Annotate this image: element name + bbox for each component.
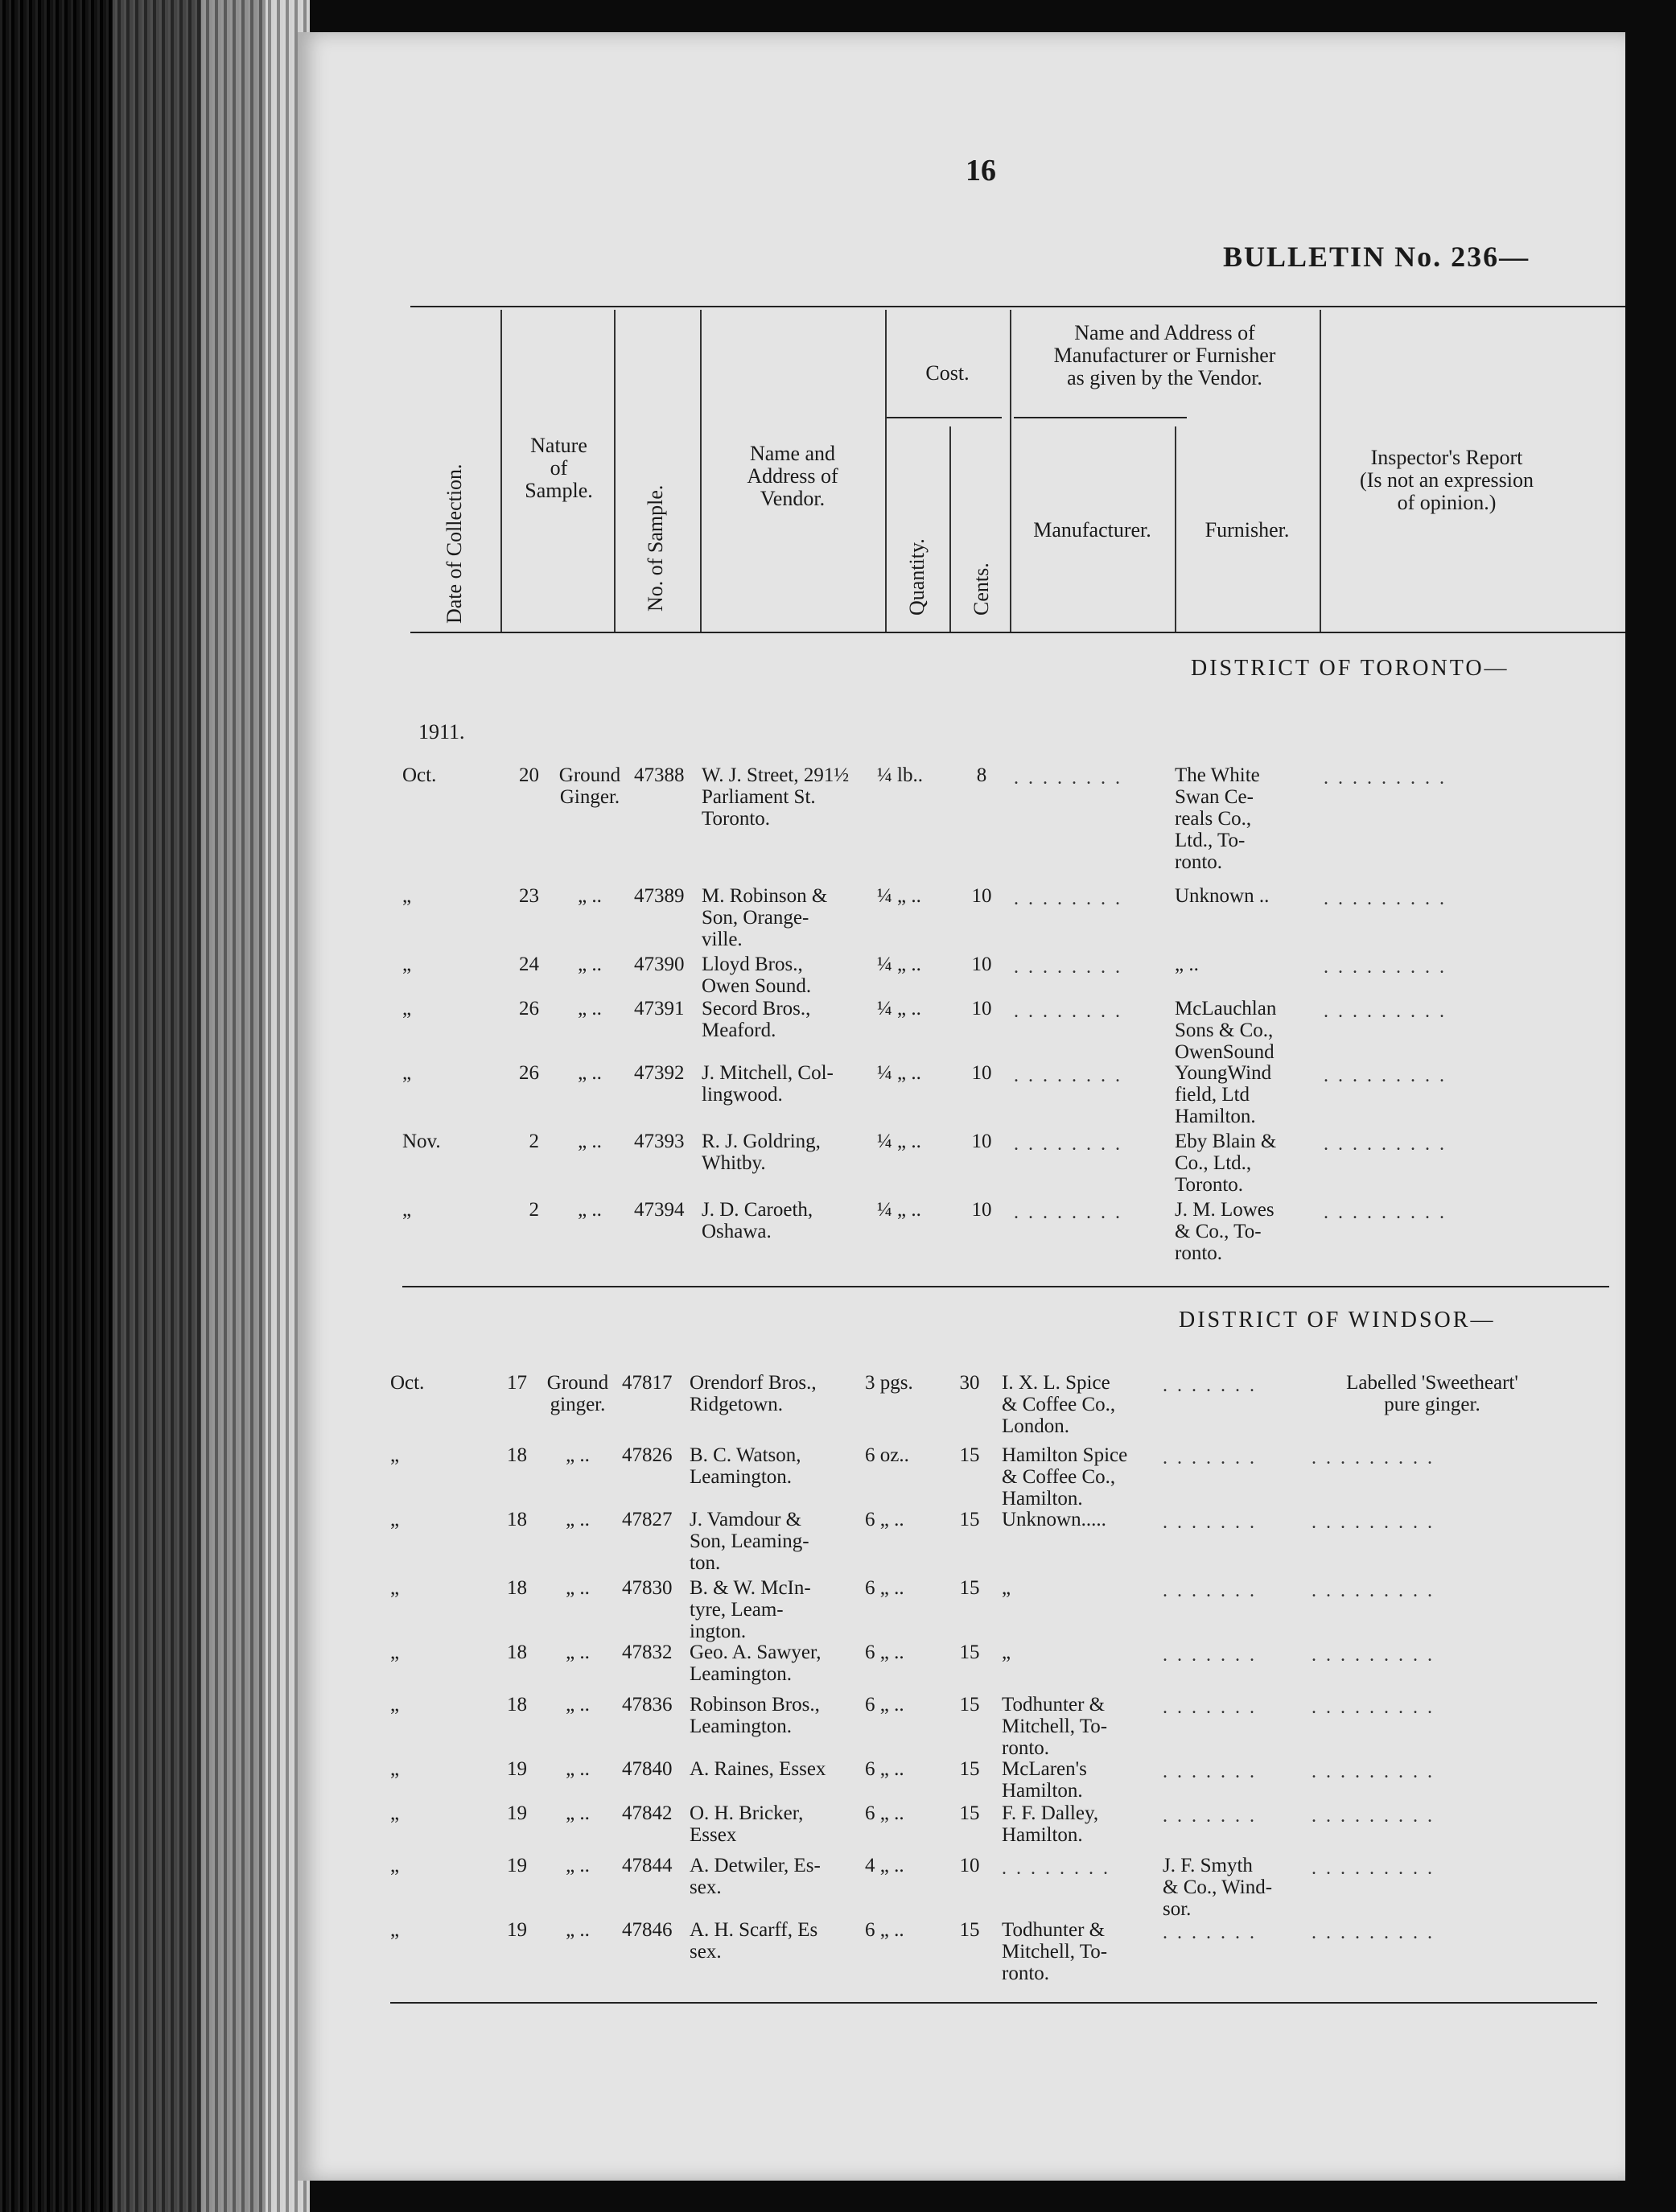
leader-dots: . . . . . . . . .	[1324, 768, 1447, 789]
cell-month: „	[402, 954, 412, 975]
cell-qty: ¼ lb..	[877, 764, 923, 786]
cell-nature: „ ..	[578, 1131, 602, 1152]
cell-cents: 15	[959, 1758, 980, 1780]
cell-no: 47394	[634, 1199, 685, 1221]
cell-no: 47836	[622, 1694, 673, 1716]
cell-vendor: A. Raines, Essex	[690, 1758, 826, 1780]
cell-nature: „ ..	[566, 1641, 590, 1663]
table-bottom-rule	[390, 2002, 1597, 2004]
cell-day: 19	[507, 1802, 527, 1824]
cell-day: 23	[519, 885, 539, 907]
district-separator-rule	[402, 1286, 1609, 1287]
cell-nature: „ ..	[578, 885, 602, 907]
leader-dots: . . . . . . .	[1163, 1697, 1257, 1718]
cell-vendor: Geo. A. Sawyer, Leamington.	[690, 1641, 822, 1685]
cell-day: 18	[507, 1577, 527, 1599]
leader-dots: . . . . . . . . .	[1324, 888, 1447, 909]
leader-dots: . . . . . . . .	[1014, 768, 1122, 789]
year-label: 1911.	[418, 720, 465, 744]
cell-cents: 10	[971, 885, 992, 907]
cell-day: 26	[519, 1062, 539, 1084]
cell-report: Labelled 'Sweetheart' pure ginger.	[1346, 1372, 1518, 1415]
cell-furnisher: J. M. Lowes & Co., To- ronto.	[1175, 1199, 1275, 1264]
cell-nature: Ground Ginger.	[558, 764, 621, 808]
cell-no: 47389	[634, 885, 685, 907]
page-number: 16	[966, 154, 996, 187]
cell-furnisher: Unknown ..	[1175, 885, 1270, 907]
cell-nature: „ ..	[566, 1758, 590, 1780]
cell-no: 47840	[622, 1758, 673, 1780]
cell-month: Nov.	[402, 1131, 441, 1152]
leader-dots: . . . . . . . . .	[1312, 1645, 1435, 1666]
cell-day: 26	[519, 998, 539, 1019]
cell-vendor: Robinson Bros., Leamington.	[690, 1694, 820, 1737]
cell-vendor: J. D. Caroeth, Oshawa.	[702, 1199, 813, 1242]
cell-nature: „ ..	[578, 998, 602, 1019]
leader-dots: . . . . . . . .	[1014, 1202, 1122, 1223]
cell-day: 20	[519, 764, 539, 786]
cell-manufacturer: McLaren's Hamilton.	[1002, 1758, 1087, 1802]
leader-dots: . . . . . . . . .	[1324, 1134, 1447, 1155]
cell-month: „	[390, 1855, 400, 1876]
cell-vendor: R. J. Goldring, Whitby.	[702, 1131, 821, 1174]
cell-manufacturer: F. F. Dalley, Hamilton.	[1002, 1802, 1099, 1846]
cell-no: 47817	[622, 1372, 673, 1394]
cell-qty: ¼ „ ..	[877, 998, 921, 1019]
cell-cents: 15	[959, 1577, 980, 1599]
cell-manufacturer: I. X. L. Spice & Coffee Co., London.	[1002, 1372, 1116, 1437]
cell-no: 47844	[622, 1855, 673, 1876]
cell-day: 17	[507, 1372, 527, 1394]
cell-no: 47846	[622, 1919, 673, 1941]
cell-cents: 30	[959, 1372, 980, 1394]
cell-no: 47392	[634, 1062, 685, 1084]
cell-month: „	[390, 1509, 400, 1530]
header-quantity: Quantity.	[905, 538, 929, 616]
leader-dots: . . . . . . .	[1163, 1922, 1257, 1943]
cell-qty: 6 „ ..	[865, 1919, 904, 1941]
cell-nature: „ ..	[578, 1199, 602, 1221]
leader-dots: . . . . . . . . .	[1312, 1697, 1435, 1718]
cell-cents: 10	[971, 1062, 992, 1084]
cell-month: „	[390, 1758, 400, 1780]
cell-vendor: W. J. Street, 291½ Parliament St. Toronto.	[702, 764, 850, 830]
col-sep	[700, 310, 702, 632]
cell-month: „	[402, 1199, 412, 1221]
header-furnisher: Furnisher.	[1204, 518, 1290, 542]
cell-nature: „ ..	[566, 1509, 590, 1530]
cell-furnisher: J. F. Smyth & Co., Wind- sor.	[1163, 1855, 1273, 1920]
cell-nature: „ ..	[566, 1694, 590, 1716]
cell-qty: ¼ „ ..	[877, 1199, 921, 1221]
cell-month: „	[402, 885, 412, 907]
col-sep	[949, 426, 951, 632]
cell-nature: „ ..	[566, 1855, 590, 1876]
col-sep	[614, 310, 616, 632]
cell-qty: 6 „ ..	[865, 1641, 904, 1663]
leader-dots: . . . . . . . .	[1014, 1134, 1122, 1155]
cell-nature: „ ..	[578, 1062, 602, 1084]
col-sep	[885, 310, 887, 632]
leader-dots: . . . . . . . . .	[1312, 1806, 1435, 1827]
cell-qty: 6 oz..	[865, 1444, 909, 1466]
cell-furnisher: The White Swan Ce- reals Co., Ltd., To- ronto.	[1175, 764, 1260, 873]
leader-dots: . . . . . . . .	[1014, 957, 1122, 978]
leader-dots: . . . . . . . . .	[1312, 1580, 1435, 1601]
cell-no: 47393	[634, 1131, 685, 1152]
cell-cents: 15	[959, 1509, 980, 1530]
cell-no: 47391	[634, 998, 685, 1019]
cell-manufacturer: Todhunter & Mitchell, To- ronto.	[1002, 1919, 1108, 1984]
cell-vendor: B. C. Watson, Leamington.	[690, 1444, 801, 1488]
cell-qty: 3 pgs.	[865, 1372, 913, 1394]
leader-dots: . . . . . . .	[1163, 1645, 1257, 1666]
cell-qty: 6 „ ..	[865, 1802, 904, 1824]
cell-manufacturer: Todhunter & Mitchell, To- ronto.	[1002, 1694, 1108, 1759]
header-sample-no: No. of Sample.	[644, 484, 667, 612]
leader-dots: . . . . . . .	[1163, 1512, 1257, 1533]
header-nature: Nature of Sample.	[525, 434, 593, 502]
cell-day: 19	[507, 1919, 527, 1941]
cell-vendor: Secord Bros., Meaford.	[702, 998, 811, 1041]
leader-dots: . . . . . . .	[1163, 1448, 1257, 1468]
cell-manufacturer: „	[1002, 1577, 1011, 1599]
cell-cents: 10	[971, 1199, 992, 1221]
cell-cents: 15	[959, 1919, 980, 1941]
cell-cents: 10	[959, 1855, 980, 1876]
cell-vendor: Orendorf Bros., Ridgetown.	[690, 1372, 817, 1415]
leader-dots: . . . . . . . .	[1002, 1858, 1110, 1879]
col-sep	[500, 310, 502, 632]
cell-cents: 15	[959, 1802, 980, 1824]
cell-manufacturer: Unknown.....	[1002, 1509, 1106, 1530]
cell-month: „	[390, 1919, 400, 1941]
cell-day: 18	[507, 1509, 527, 1530]
header-cents: Cents.	[970, 562, 993, 616]
leader-dots: . . . . . . .	[1163, 1580, 1257, 1601]
cell-vendor: M. Robinson & Son, Orange- ville.	[702, 885, 828, 950]
cell-nature: „ ..	[566, 1577, 590, 1599]
cell-no: 47390	[634, 954, 685, 975]
cell-qty: 6 „ ..	[865, 1758, 904, 1780]
cell-month: Oct.	[402, 764, 437, 786]
leader-dots: . . . . . . . . .	[1312, 1858, 1435, 1879]
cell-month: „	[390, 1694, 400, 1716]
cell-vendor: J. Vamdour & Son, Leaming- ton.	[690, 1509, 809, 1574]
cell-day: 18	[507, 1444, 527, 1466]
header-vendor: Name and Address of Vendor.	[747, 442, 838, 510]
cell-cents: 15	[959, 1641, 980, 1663]
header-manufacturer: Manufacturer.	[1033, 518, 1151, 542]
header-cost: Cost.	[925, 361, 970, 385]
cell-month: „	[390, 1641, 400, 1663]
cell-nature: „ ..	[578, 954, 602, 975]
leader-dots: . . . . . . . . .	[1312, 1761, 1435, 1782]
cell-day: 24	[519, 954, 539, 975]
leader-dots: . . . . . . . .	[1014, 1001, 1122, 1022]
cell-no: 47827	[622, 1509, 673, 1530]
cell-nature: „ ..	[566, 1444, 590, 1466]
cell-cents: 10	[971, 954, 992, 975]
header-top-rule	[410, 306, 1625, 307]
cell-cents: 8	[976, 764, 987, 786]
cell-no: 47842	[622, 1802, 673, 1824]
cell-day: 19	[507, 1758, 527, 1780]
document-page	[298, 32, 1625, 2181]
cell-cents: 10	[971, 1131, 992, 1152]
name-address-rule	[1014, 417, 1187, 418]
cell-nature: „ ..	[566, 1802, 590, 1824]
cell-nature: Ground ginger.	[546, 1372, 609, 1415]
cell-no: 47388	[634, 764, 685, 786]
cell-no: 47832	[622, 1641, 673, 1663]
cell-qty: ¼ „ ..	[877, 954, 921, 975]
cell-month: „	[402, 1062, 412, 1084]
leader-dots: . . . . . . . .	[1014, 1065, 1122, 1086]
leader-dots: . . . . . . . . .	[1312, 1448, 1435, 1468]
col-sep	[1320, 310, 1321, 632]
cell-day: 2	[529, 1131, 539, 1152]
cell-no: 47830	[622, 1577, 673, 1599]
cell-month: „	[402, 998, 412, 1019]
book-binding	[0, 0, 310, 2212]
cell-qty: ¼ „ ..	[877, 1062, 921, 1084]
cell-vendor: O. H. Bricker, Essex	[690, 1802, 804, 1846]
cell-qty: ¼ „ ..	[877, 885, 921, 907]
header-date: Date of Collection.	[443, 463, 466, 624]
bulletin-title: BULLETIN No. 236—	[1223, 241, 1530, 273]
cell-vendor: A. H. Scarff, Es sex.	[690, 1919, 818, 1963]
header-name-address: Name and Address of Manufacturer or Furnisher as given by the Vendor.	[1053, 321, 1276, 389]
cell-cents: 15	[959, 1694, 980, 1716]
cell-qty: 6 „ ..	[865, 1577, 904, 1599]
leader-dots: . . . . . . . . .	[1324, 1202, 1447, 1223]
cost-rule	[885, 417, 1002, 418]
cell-furnisher: Eby Blain & Co., Ltd., Toronto.	[1175, 1131, 1277, 1196]
cell-cents: 10	[971, 998, 992, 1019]
cell-month: „	[390, 1802, 400, 1824]
cell-day: 18	[507, 1694, 527, 1716]
cell-vendor: J. Mitchell, Col- lingwood.	[702, 1062, 834, 1106]
cell-qty: 6 „ ..	[865, 1509, 904, 1530]
cell-vendor: A. Detwiler, Es- sex.	[690, 1855, 821, 1898]
cell-qty: 4 „ ..	[865, 1855, 904, 1876]
district-windsor-title: DISTRICT OF WINDSOR—	[1179, 1308, 1496, 1333]
leader-dots: . . . . . . . . .	[1324, 957, 1447, 978]
leader-dots: . . . . . . .	[1163, 1375, 1257, 1396]
col-sep	[1175, 426, 1176, 632]
cell-qty: 6 „ ..	[865, 1694, 904, 1716]
cell-vendor: Lloyd Bros., Owen Sound.	[702, 954, 812, 997]
cell-nature: „ ..	[566, 1919, 590, 1941]
leader-dots: . . . . . . . .	[1014, 888, 1122, 909]
cell-cents: 15	[959, 1444, 980, 1466]
cell-furnisher: YoungWind field, Ltd Hamilton.	[1175, 1062, 1272, 1127]
cell-manufacturer: Hamilton Spice & Coffee Co., Hamilton.	[1002, 1444, 1128, 1510]
cell-day: 2	[529, 1199, 539, 1221]
leader-dots: . . . . . . . . .	[1312, 1512, 1435, 1533]
col-sep	[1010, 310, 1011, 632]
leader-dots: . . . . . . . . .	[1312, 1922, 1435, 1943]
cell-month: Oct.	[390, 1372, 425, 1394]
leader-dots: . . . . . . . . .	[1324, 1065, 1447, 1086]
cell-furnisher: „ ..	[1175, 954, 1199, 975]
leader-dots: . . . . . . .	[1163, 1806, 1257, 1827]
district-toronto-title: DISTRICT OF TORONTO—	[1191, 656, 1509, 681]
cell-day: 19	[507, 1855, 527, 1876]
leader-dots: . . . . . . . . .	[1324, 1001, 1447, 1022]
cell-qty: ¼ „ ..	[877, 1131, 921, 1152]
cell-day: 18	[507, 1641, 527, 1663]
cell-vendor: B. & W. McIn- tyre, Leam- ington.	[690, 1577, 811, 1642]
header-bottom-rule	[410, 632, 1625, 633]
cell-month: „	[390, 1444, 400, 1466]
header-inspector-report: Inspector's Report (Is not an expression of opinion.)	[1360, 446, 1534, 514]
cell-furnisher: McLauchlan Sons & Co., OwenSound	[1175, 998, 1277, 1063]
cell-no: 47826	[622, 1444, 673, 1466]
cell-month: „	[390, 1577, 400, 1599]
leader-dots: . . . . . . .	[1163, 1761, 1257, 1782]
cell-manufacturer: „	[1002, 1641, 1011, 1663]
